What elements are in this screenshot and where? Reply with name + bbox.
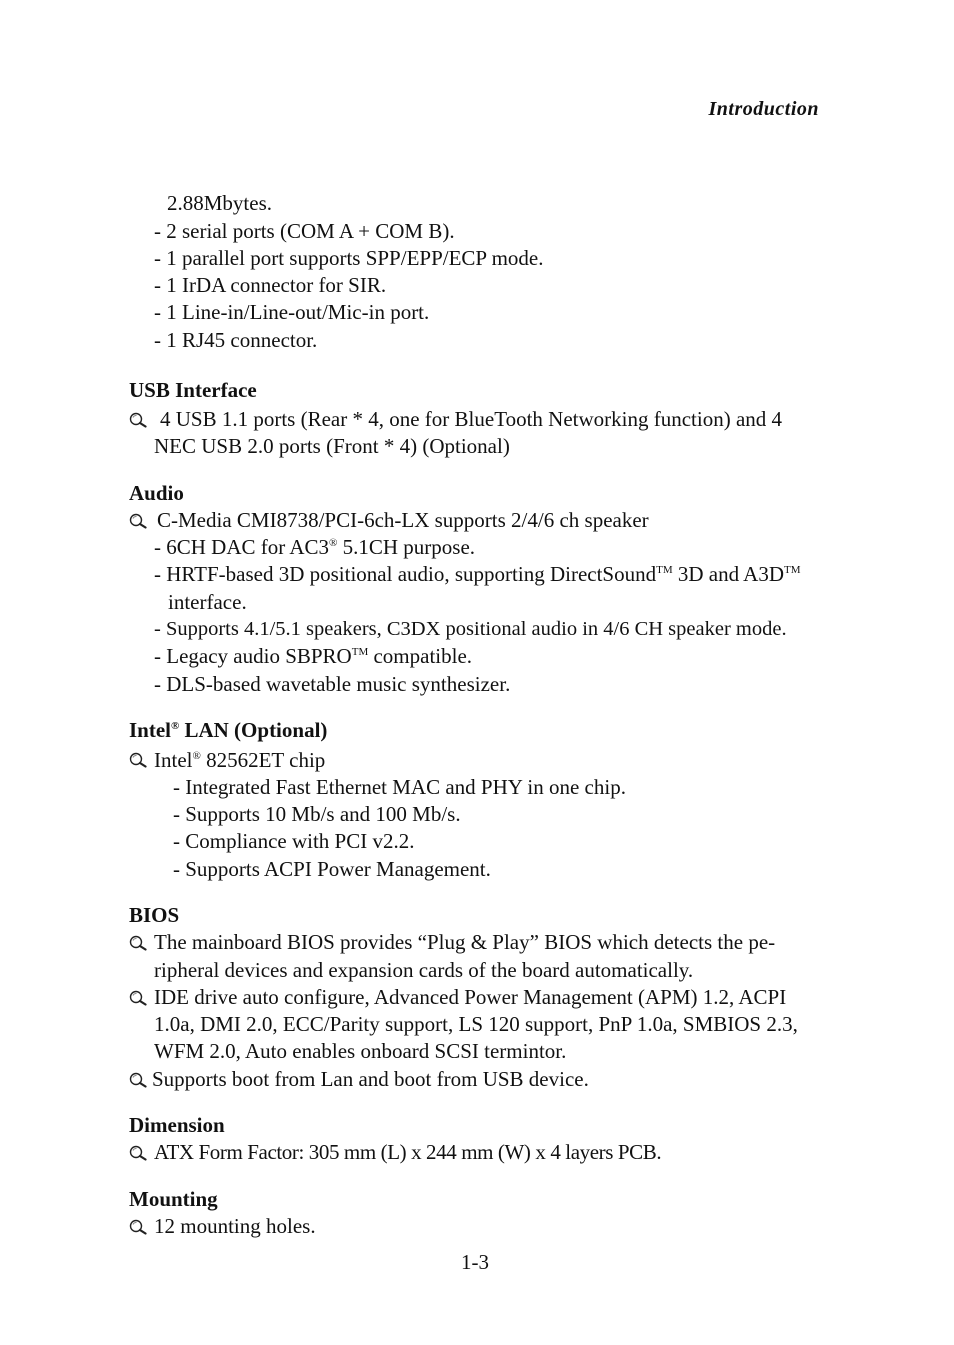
io-item: - 2 serial ports (COM A + COM B). [154,219,455,243]
magnifier-bullet-icon [129,935,147,951]
lan-item: - Integrated Fast Ethernet MAC and PHY in one chip. [173,775,626,799]
bios-bullet-line: The mainboard BIOS provides “Plug & Play” BIOS which detects the pe- [154,930,776,954]
bios-bullet-line: ripheral devices and expansion cards of the board automatically. [154,958,694,982]
magnifier-bullet-icon [129,990,147,1006]
mounting-heading: Mounting [129,1187,218,1211]
lan-item: - Supports ACPI Power Management. [173,857,491,881]
lan-heading: Intel® LAN (Optional) [129,718,328,742]
io-item: - 1 Line-in/Line-out/Mic-in port. [154,300,430,324]
dimension-heading: Dimension [129,1113,225,1137]
audio-speakers-line: - Supports 4.1/5.1 speakers, C3DX positional audio in 4/6 CH speaker mode. [154,618,787,640]
magnifier-bullet-icon [129,752,147,768]
running-header: Introduction [708,98,819,120]
magnifier-bullet-icon [129,1219,147,1235]
audio-hrtf-line2: interface. [168,590,247,614]
audio-dac-line: - 6CH DAC for AC3® 5.1CH purpose. [154,535,476,559]
lan-item: - Compliance with PCI v2.2. [173,829,415,853]
audio-hrtf-line: - HRTF-based 3D positional audio, supporting DirectSound™ 3D and A3D™ [154,562,801,586]
usb-bullet-line: NEC USB 2.0 ports (Front * 4) (Optional) [154,434,510,458]
bios-bullet-line: 1.0a, DMI 2.0, ECC/Parity support, LS 120 support, PnP 1.0a, SMBIOS 2.3, [154,1012,798,1036]
page-number: 1-3 [461,1250,489,1274]
usb-bullet-line: 4 USB 1.1 ports (Rear * 4, one for BlueTooth Networking function) and 4 [160,407,783,431]
bios-heading: BIOS [129,903,180,927]
mounting-bullet: 12 mounting holes. [154,1214,316,1238]
bios-bullet-line: IDE drive auto configure, Advanced Power Management (APM) 1.2, ACPI [154,985,787,1009]
audio-bullet: C-Media CMI8738/PCI-6ch-LX supports 2/4/6 ch speaker [157,508,649,532]
dimension-bullet: ATX Form Factor: 305 mm (L) x 244 mm (W) x 4 layers PCB. [154,1140,662,1164]
bios-bullet-line: WFM 2.0, Auto enables onboard SCSI termintor. [154,1039,567,1063]
audio-heading: Audio [129,481,184,505]
audio-dls-line: - DLS-based wavetable music synthesizer. [154,672,511,696]
usb-heading: USB Interface [129,378,257,402]
magnifier-bullet-icon [129,1072,147,1088]
magnifier-bullet-icon [129,412,147,428]
magnifier-bullet-icon [129,1145,147,1161]
audio-legacy-line: - Legacy audio SBPRO™ compatible. [154,644,473,668]
lan-bullet: Intel® 82562ET chip [154,748,326,772]
io-item: - 1 IrDA connector for SIR. [154,273,387,297]
lan-item: - Supports 10 Mb/s and 100 Mb/s. [173,802,461,826]
bios-bullet-line: Supports boot from Lan and boot from USB device. [152,1067,589,1091]
magnifier-bullet-icon [129,513,147,529]
io-item: - 1 RJ45 connector. [154,328,318,352]
io-item: - 1 parallel port supports SPP/EPP/ECP mode. [154,246,544,270]
io-continuation: 2.88Mbytes. [167,191,272,215]
